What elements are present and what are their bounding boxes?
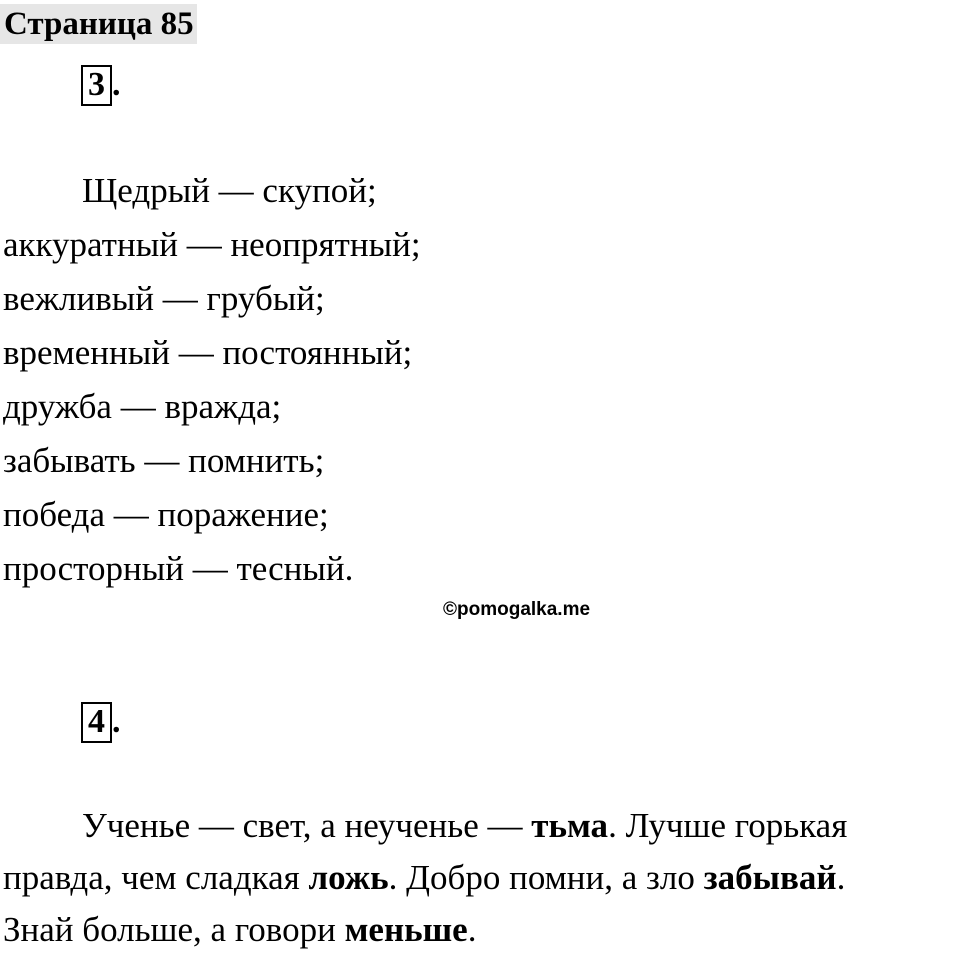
antonym-list xyxy=(3,164,421,596)
proverb-text: . xyxy=(836,858,846,897)
watermark: ©pomogalka.me xyxy=(443,599,591,620)
proverb-text: . Добро помни, а зло xyxy=(388,858,704,897)
antonym-line: аккуратный — неопрятный; xyxy=(3,225,421,264)
proverb-answer: забывай xyxy=(703,858,837,897)
proverb-answer: тьма xyxy=(531,806,609,845)
proverb-text: Ученье — свет, а неученье — xyxy=(82,806,532,845)
proverb-text: . Лучше горькая xyxy=(608,806,848,845)
task-number-4 xyxy=(81,702,121,743)
antonym-line: просторный — тесный. xyxy=(3,549,354,588)
proverb-line xyxy=(3,852,959,904)
antonym-line: Щедрый — скупой; xyxy=(82,171,377,210)
antonym-line: победа — поражение; xyxy=(3,495,329,534)
task-number-box: 4 xyxy=(81,702,112,743)
task-number-3 xyxy=(81,65,121,106)
antonym-line: вежливый — грубый; xyxy=(3,279,325,318)
proverb-text: Знай больше, а говори xyxy=(3,910,345,949)
proverb-text: правда, чем сладкая xyxy=(3,858,309,897)
proverb-line xyxy=(3,800,959,852)
page-title: Страница 85 xyxy=(0,4,197,44)
proverb-text: . xyxy=(467,910,477,949)
task-number-box: 3 xyxy=(81,65,112,106)
task-number-dot: . xyxy=(112,66,121,103)
antonym-line: забывать — помнить; xyxy=(3,441,325,480)
proverb-line xyxy=(3,904,959,956)
proverb-answer: ложь xyxy=(308,858,389,897)
proverbs-paragraph xyxy=(3,800,959,956)
task-number-dot: . xyxy=(112,703,121,740)
antonym-line: временный — постоянный; xyxy=(3,333,413,372)
proverb-answer: меньше xyxy=(344,910,468,949)
antonym-line: дружба — вражда; xyxy=(3,387,282,426)
